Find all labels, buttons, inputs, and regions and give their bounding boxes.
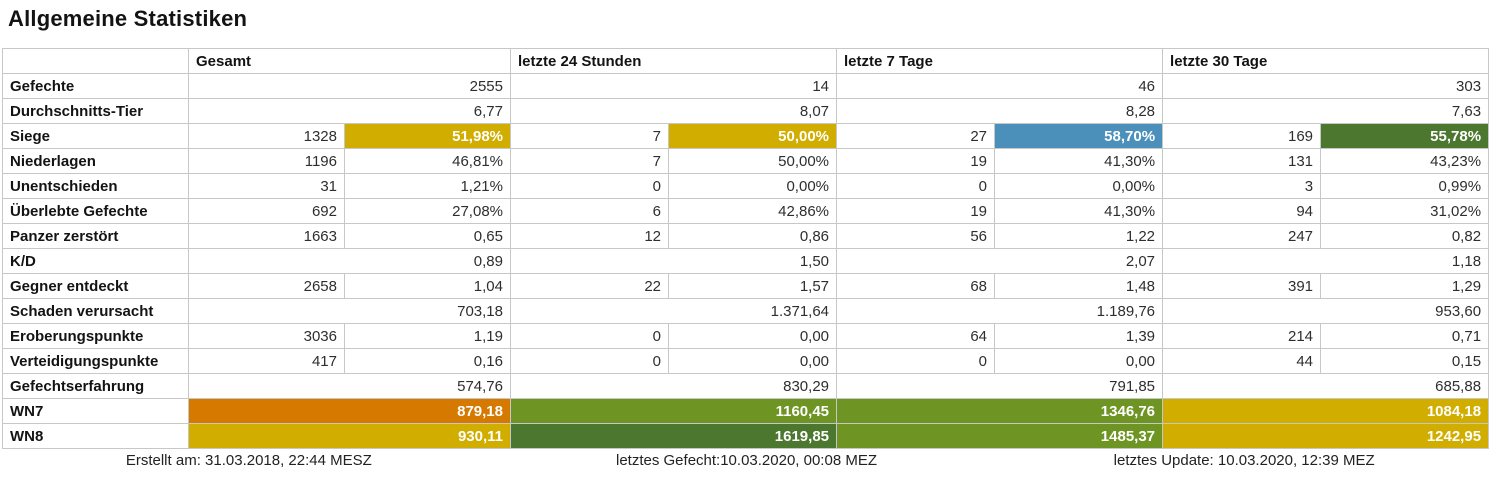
stat-value-cell: 1242,95 <box>1163 424 1489 449</box>
last-battle-timestamp: letztes Gefecht:10.03.2020, 00:08 MEZ <box>616 452 877 469</box>
stat-value-cell: 58,70% <box>995 124 1163 149</box>
stat-value-cell: 41,30% <box>995 199 1163 224</box>
table-row <box>3 174 1489 199</box>
stat-count-cell: 44 <box>1163 349 1321 374</box>
stat-count-cell: 7 <box>511 124 669 149</box>
column-header-letzte-7-tage: letzte 7 Tage <box>837 49 1163 74</box>
stat-value-cell: 46 <box>837 74 1163 99</box>
row-label: Durchschnitts-Tier <box>3 99 189 124</box>
stat-value-cell: 0,00 <box>669 324 837 349</box>
table-row <box>3 224 1489 249</box>
row-label: Panzer zerstört <box>3 224 189 249</box>
stat-value-cell: 46,81% <box>345 149 511 174</box>
table-row <box>3 324 1489 349</box>
stat-value-cell: 1346,76 <box>837 399 1163 424</box>
row-label: K/D <box>3 249 189 274</box>
row-label: Verteidigungspunkte <box>3 349 189 374</box>
stat-count-cell: 2658 <box>189 274 345 299</box>
table-row <box>3 124 1489 149</box>
stat-count-cell: 7 <box>511 149 669 174</box>
stat-count-cell: 19 <box>837 199 995 224</box>
stat-value-cell: 1,04 <box>345 274 511 299</box>
footer <box>0 452 1493 469</box>
stat-value-cell: 0,65 <box>345 224 511 249</box>
stat-value-cell: 27,08% <box>345 199 511 224</box>
stat-value-cell: 879,18 <box>189 399 511 424</box>
stat-value-cell: 50,00% <box>669 149 837 174</box>
stat-value-cell: 1,18 <box>1163 249 1489 274</box>
created-timestamp: Erstellt am: 31.03.2018, 22:44 MESZ <box>125 452 372 469</box>
stat-value-cell: 1,19 <box>345 324 511 349</box>
stat-value-cell: 0,71 <box>1321 324 1489 349</box>
stat-value-cell: 303 <box>1163 74 1489 99</box>
stat-value-cell: 1619,85 <box>511 424 837 449</box>
stat-value-cell: 6,77 <box>189 99 511 124</box>
row-label: Schaden verursacht <box>3 299 189 324</box>
stat-count-cell: 169 <box>1163 124 1321 149</box>
row-label: Niederlagen <box>3 149 189 174</box>
stat-count-cell: 68 <box>837 274 995 299</box>
stat-count-cell: 0 <box>511 174 669 199</box>
column-header-gesamt: Gesamt <box>189 49 511 74</box>
stat-count-cell: 214 <box>1163 324 1321 349</box>
table-row <box>3 99 1489 124</box>
stat-count-cell: 0 <box>837 349 995 374</box>
stat-count-cell: 6 <box>511 199 669 224</box>
stat-value-cell: 703,18 <box>189 299 511 324</box>
stat-value-cell: 1,29 <box>1321 274 1489 299</box>
stat-value-cell: 14 <box>511 74 837 99</box>
row-label: Überlebte Gefechte <box>3 199 189 224</box>
stat-count-cell: 391 <box>1163 274 1321 299</box>
stat-count-cell: 12 <box>511 224 669 249</box>
stat-value-cell: 0,15 <box>1321 349 1489 374</box>
column-header-letzte-30-tage: letzte 30 Tage <box>1163 49 1489 74</box>
stat-value-cell: 0,86 <box>669 224 837 249</box>
stat-value-cell: 830,29 <box>511 374 837 399</box>
stat-count-cell: 94 <box>1163 199 1321 224</box>
stat-value-cell: 0,00% <box>669 174 837 199</box>
stat-value-cell: 0,99% <box>1321 174 1489 199</box>
page-title: Allgemeine Statistiken <box>8 6 248 31</box>
row-label: Siege <box>3 124 189 149</box>
stat-value-cell: 1160,45 <box>511 399 837 424</box>
table-row <box>3 349 1489 374</box>
row-label: Gefechte <box>3 74 189 99</box>
stat-value-cell: 55,78% <box>1321 124 1489 149</box>
stat-value-cell: 8,07 <box>511 99 837 124</box>
stat-count-cell: 31 <box>189 174 345 199</box>
table-row <box>3 199 1489 224</box>
table-row <box>3 299 1489 324</box>
stat-value-cell: 31,02% <box>1321 199 1489 224</box>
stat-value-cell: 7,63 <box>1163 99 1489 124</box>
stat-value-cell: 2555 <box>189 74 511 99</box>
stat-count-cell: 0 <box>837 174 995 199</box>
table-row <box>3 374 1489 399</box>
stat-value-cell: 2,07 <box>837 249 1163 274</box>
stat-count-cell: 64 <box>837 324 995 349</box>
stat-count-cell: 3036 <box>189 324 345 349</box>
table-header-row <box>3 49 1489 74</box>
stat-count-cell: 3 <box>1163 174 1321 199</box>
row-label: Eroberungspunkte <box>3 324 189 349</box>
table-row <box>3 249 1489 274</box>
stat-count-cell: 56 <box>837 224 995 249</box>
stats-table-body <box>3 74 1489 449</box>
column-header-letzte-24-stunden: letzte 24 Stunden <box>511 49 837 74</box>
stat-value-cell: 1485,37 <box>837 424 1163 449</box>
stat-value-cell: 42,86% <box>669 199 837 224</box>
stat-value-cell: 1,22 <box>995 224 1163 249</box>
stat-value-cell: 0,16 <box>345 349 511 374</box>
stat-count-cell: 692 <box>189 199 345 224</box>
stat-value-cell: 1.371,64 <box>511 299 837 324</box>
stat-count-cell: 0 <box>511 324 669 349</box>
table-row <box>3 274 1489 299</box>
stat-value-cell: 1,39 <box>995 324 1163 349</box>
row-label: WN7 <box>3 399 189 424</box>
stat-value-cell: 1,50 <box>511 249 837 274</box>
table-row <box>3 74 1489 99</box>
stat-count-cell: 0 <box>511 349 669 374</box>
stat-value-cell: 51,98% <box>345 124 511 149</box>
stat-count-cell: 1196 <box>189 149 345 174</box>
stat-value-cell: 50,00% <box>669 124 837 149</box>
stat-value-cell: 574,76 <box>189 374 511 399</box>
stat-value-cell: 953,60 <box>1163 299 1489 324</box>
stat-count-cell: 131 <box>1163 149 1321 174</box>
stat-value-cell: 8,28 <box>837 99 1163 124</box>
corner-header-cell <box>3 49 189 74</box>
stat-value-cell: 0,82 <box>1321 224 1489 249</box>
table-row <box>3 424 1489 449</box>
stat-value-cell: 1,57 <box>669 274 837 299</box>
stat-count-cell: 417 <box>189 349 345 374</box>
stat-value-cell: 1.189,76 <box>837 299 1163 324</box>
stat-value-cell: 1084,18 <box>1163 399 1489 424</box>
table-row <box>3 149 1489 174</box>
stat-count-cell: 27 <box>837 124 995 149</box>
stat-value-cell: 791,85 <box>837 374 1163 399</box>
stat-count-cell: 19 <box>837 149 995 174</box>
stat-count-cell: 1663 <box>189 224 345 249</box>
stat-value-cell: 685,88 <box>1163 374 1489 399</box>
stat-value-cell: 930,11 <box>189 424 511 449</box>
stats-table <box>2 48 1489 449</box>
stat-value-cell: 0,00% <box>995 174 1163 199</box>
stat-count-cell: 22 <box>511 274 669 299</box>
stat-count-cell: 247 <box>1163 224 1321 249</box>
stat-value-cell: 0,89 <box>189 249 511 274</box>
stat-count-cell: 1328 <box>189 124 345 149</box>
row-label: Gefechtserfahrung <box>3 374 189 399</box>
stat-value-cell: 43,23% <box>1321 149 1489 174</box>
row-label: WN8 <box>3 424 189 449</box>
last-update-timestamp: letztes Update: 10.03.2020, 12:39 MEZ <box>1113 452 1375 469</box>
stat-value-cell: 41,30% <box>995 149 1163 174</box>
stat-value-cell: 0,00 <box>669 349 837 374</box>
row-label: Unentschieden <box>3 174 189 199</box>
table-row <box>3 399 1489 424</box>
stat-value-cell: 1,21% <box>345 174 511 199</box>
stat-value-cell: 0,00 <box>995 349 1163 374</box>
stat-value-cell: 1,48 <box>995 274 1163 299</box>
row-label: Gegner entdeckt <box>3 274 189 299</box>
